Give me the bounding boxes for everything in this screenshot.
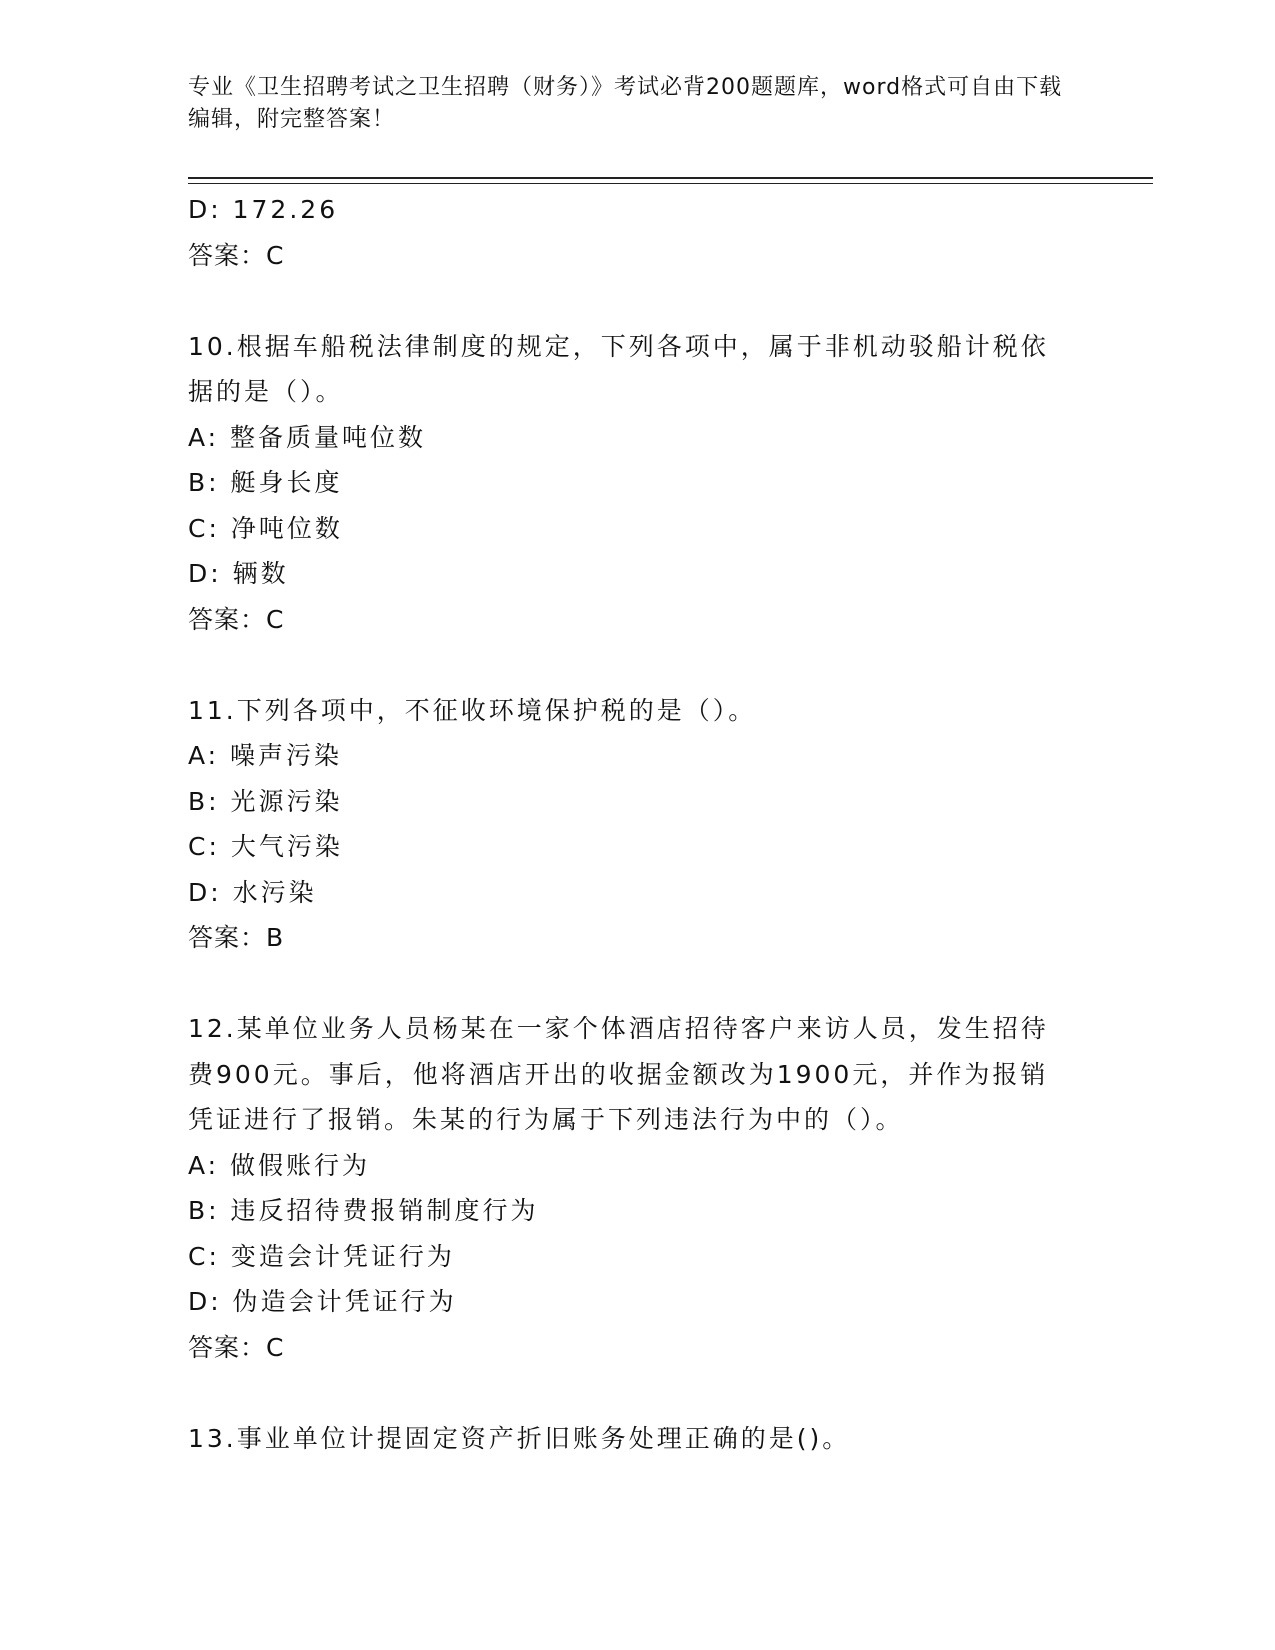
question-stem: 凭证进行了报销。朱某的行为属于下列违法行为中的（）。 bbox=[188, 1105, 904, 1134]
option-d-prev: D: 172.26 bbox=[188, 195, 339, 224]
option-a: A: 噪声污染 bbox=[188, 741, 343, 770]
question-stem: 12.某单位业务人员杨某在一家个体酒店招待客户来访人员，发生招待 bbox=[188, 1014, 1049, 1043]
option-d: D: 伪造会计凭证行为 bbox=[188, 1287, 457, 1316]
question-13 bbox=[188, 1416, 1088, 1462]
question-stem: 费900元。事后，他将酒店开出的收据金额改为1900元，并作为报销 bbox=[188, 1059, 1049, 1089]
option-c: C: 大气污染 bbox=[188, 832, 343, 861]
option-b: B: 艇身长度 bbox=[188, 468, 343, 497]
question-stem: 据的是（）。 bbox=[188, 377, 344, 406]
answer-prev: 答案：C bbox=[188, 240, 285, 270]
question-11 bbox=[188, 688, 1088, 961]
answer: 答案：C bbox=[188, 604, 285, 634]
option-d: D: 水污染 bbox=[188, 877, 317, 907]
question-stem: 11.下列各项中，不征收环境保护税的是（）。 bbox=[188, 695, 757, 725]
option-a: A: 整备质量吨位数 bbox=[188, 422, 427, 452]
question-list bbox=[188, 187, 1088, 1461]
option-b: B: 违反招待费报销制度行为 bbox=[188, 1196, 539, 1225]
document-header: 专业《卫生招聘考试之卫生招聘（财务）》考试必背200题题库，word格式可自由下载编辑，附完整答案！ bbox=[188, 75, 1063, 132]
option-d: D: 辆数 bbox=[188, 559, 289, 588]
question-10 bbox=[188, 324, 1088, 643]
header-rule-thick bbox=[188, 177, 1153, 179]
spacer bbox=[188, 961, 1088, 1007]
spacer bbox=[188, 278, 1088, 324]
spacer bbox=[188, 642, 1088, 688]
option-c: C: 变造会计凭证行为 bbox=[188, 1241, 455, 1271]
answer: 答案：C bbox=[188, 1332, 285, 1362]
question-stem: 13.事业单位计提固定资产折旧账务处理正确的是()。 bbox=[188, 1423, 851, 1453]
option-c: C: 净吨位数 bbox=[188, 513, 343, 543]
answer: 答案：B bbox=[188, 923, 285, 952]
option-b: B: 光源污染 bbox=[188, 786, 343, 816]
option-a: A: 做假账行为 bbox=[188, 1150, 371, 1180]
question-stem: 10.根据车船税法律制度的规定，下列各项中，属于非机动驳船计税依 bbox=[188, 331, 1049, 361]
header-rule-thin bbox=[188, 183, 1153, 184]
question-12 bbox=[188, 1006, 1088, 1370]
spacer bbox=[188, 1370, 1088, 1416]
